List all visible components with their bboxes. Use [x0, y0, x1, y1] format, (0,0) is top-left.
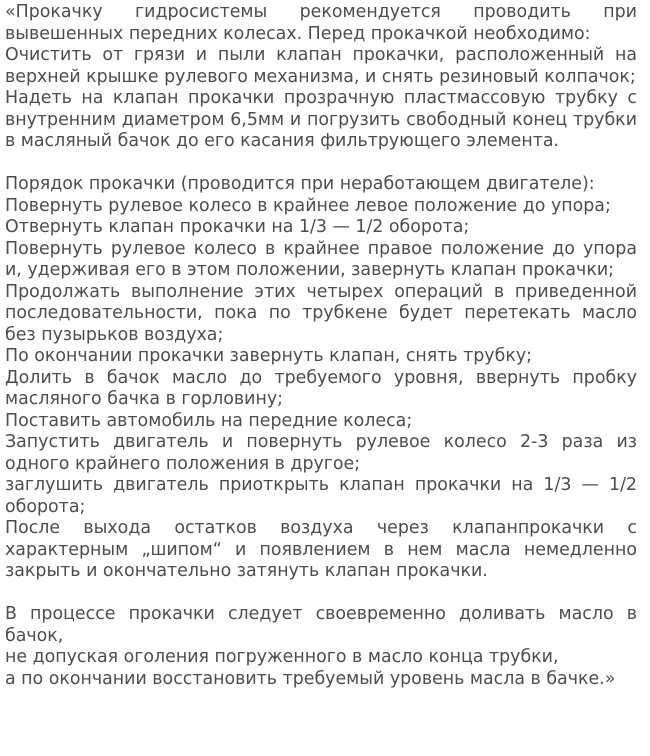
procedure-step-8: Запустить двигатель и повернуть рулевое колесо 2-3 раза из одного крайнего положения в другое;	[5, 432, 637, 474]
procedure-step-7: Поставить автомобиль на передние колеса;	[5, 410, 413, 431]
paragraph-gap	[5, 153, 637, 175]
intro-paragraph: «Прокачку гидросистемы рекомендуется проводить при вывешенных передних колесах. Перед прокачкой необходимо:	[5, 2, 637, 44]
procedure-step-3: Повернуть рулевое колесо в крайнее правое положение до упора и, удерживая его в этом положении, завернуть клапан прокачки;	[5, 238, 637, 280]
procedure-heading: Порядок прокачки (проводится при неработающем двигателе):	[5, 174, 595, 194]
paragraph-gap	[5, 583, 637, 605]
prep-step-1: Очистить от грязи и пыли клапан прокачки, расположенный на верхней крышке рулевого механизма, и снять резиновый колпачок;	[5, 45, 637, 87]
procedure-step-5: По окончании прокачки завернуть клапан, снять трубку;	[5, 346, 532, 366]
procedure-step-6: Долить в бачок масло до требуемого уровня, ввернуть пробку масляного бачка в горловину;	[5, 367, 637, 409]
procedure-step-9: заглушить двигатель приоткрыть клапан прокачки на 1/3 — 1/2 оборота;	[5, 475, 637, 517]
procedure-step-1: Повернуть рулевое колесо в крайнее левое положение до упора;	[5, 195, 611, 216]
note-line-1: В процессе прокачки следует своевременно доливать масло в бачок,	[5, 604, 637, 646]
procedure-step-4: Продолжать выполнение этих четырех операций в приведенной последовательности, пока по трубкене будет перетекать масло без пузырьков воздуха;	[5, 281, 637, 345]
procedure-step-10: После выхода остатков воздуха через клапанпрокачки с характерным „шипом“ и появлением в нем масла немедленно закрыть и окончательно затянуть клапан прокачки.	[5, 518, 637, 581]
prep-step-2: Надеть на клапан прокачки прозрачную пластмассовую трубку с внутренним диаметром 6,5мм и погрузить свободный конец трубки в масляный бачок до его касания фильтрующего элемента.	[5, 88, 637, 151]
note-line-2: не допуская оголения погруженного в масло конца трубки,	[5, 647, 559, 667]
procedure-step-2: Отвернуть клапан прокачки на 1/3 — 1/2 оборота;	[5, 217, 470, 237]
note-line-3: а по окончании восстановить требуемый уровень масла в бачке.»	[5, 668, 616, 689]
